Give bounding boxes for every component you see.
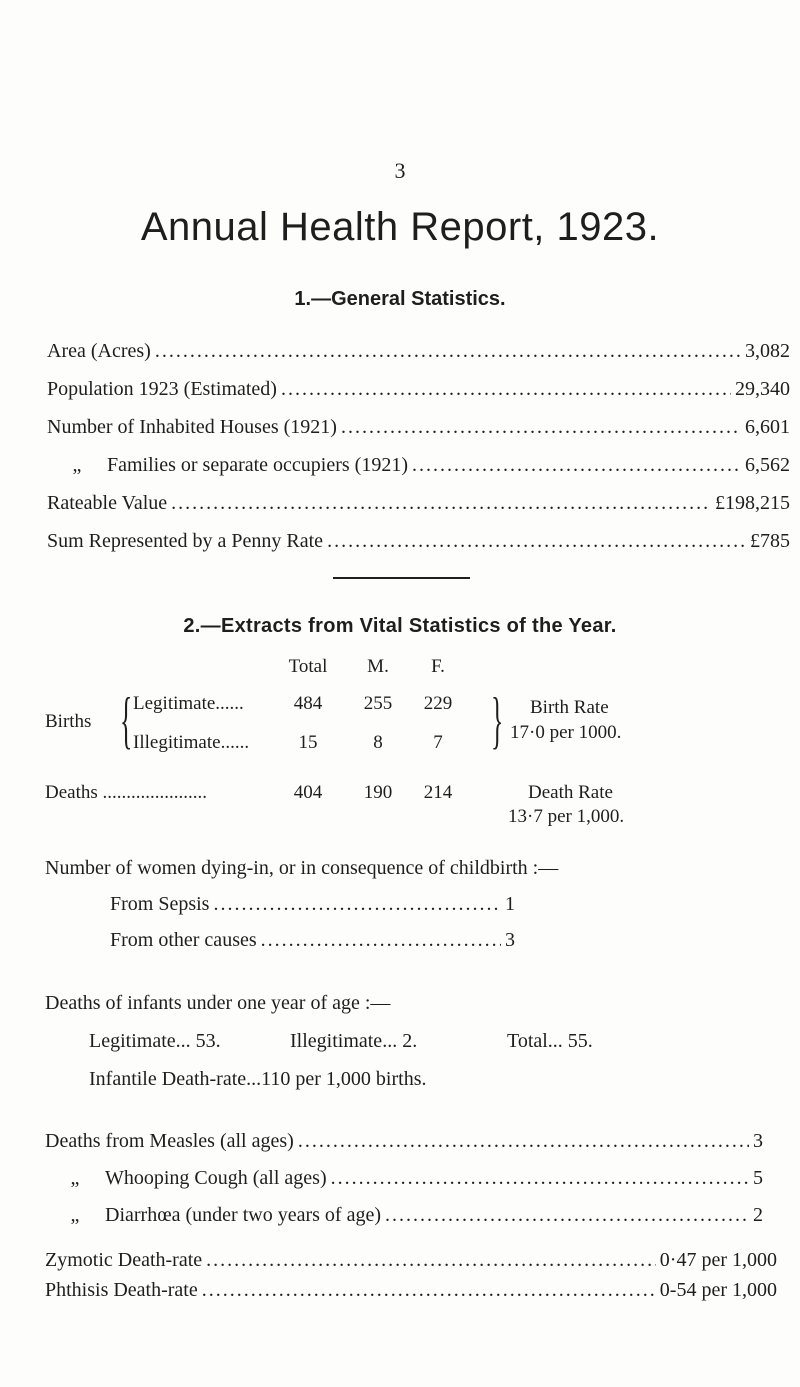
deaths-m: 190 [363,782,393,803]
deaths-label: Deaths ...................... [45,782,208,803]
row-houses [47,416,790,439]
row-area [47,340,790,363]
row-value: 3,082 [745,340,790,362]
illegitimate-f: 7 [433,732,443,753]
births-label: Births [45,711,92,732]
col-header-m: M. [367,656,389,677]
row-label: Phthisis Death-rate [45,1279,198,1301]
legitimate-f: 229 [423,693,453,714]
row-value: £785 [750,530,790,552]
row-value: 0-54 per 1,000 [659,1279,777,1301]
row-label: From Sepsis [110,893,210,915]
row-label: Zymotic Death-rate [45,1249,203,1271]
row-families [47,454,790,477]
row-label: Number of Inhabited Houses (1921) [47,416,337,438]
row-value: 3 [505,929,515,951]
infants-intro: Deaths of infants under one year of age :— [45,992,391,1014]
legitimate-label: Legitimate...... [133,693,244,714]
row-label: Rateable Value [47,492,168,514]
ditto-mark: „ [72,454,82,476]
row-value: 6,562 [745,454,790,476]
row-penny-rate [47,530,790,553]
legitimate-total: 484 [293,693,323,714]
infants-total: Total... 55. [507,1030,593,1052]
row-value: 5 [753,1167,763,1189]
ditto-mark: „ [70,1167,80,1189]
row-label: Sum Represented by a Penny Rate [47,530,324,552]
infants-illegitimate: Illegitimate... 2. [290,1030,418,1052]
row-label: Families or separate occupiers (1921) [107,454,409,476]
divider [333,577,470,579]
row-value: 0·47 per 1,000 [659,1249,777,1271]
row-label: Whooping Cough (all ages) [105,1167,327,1189]
row-value: 6,601 [745,416,790,438]
row-value: £198,215 [715,492,790,514]
deaths-total: 404 [293,782,323,803]
col-header-f: F. [431,656,445,677]
col-header-total: Total [288,656,328,677]
legitimate-m: 255 [363,693,393,714]
row-diarrhoea [45,1204,763,1227]
birth-rate-label: Birth Rate [530,697,609,718]
childbirth-intro: Number of women dying-in, or in consequence of childbirth :— [45,857,559,879]
row-measles [45,1130,763,1153]
row-label: Deaths from Measles (all ages) [45,1130,294,1152]
row-rateable-value [47,492,790,515]
row-label: From other causes [110,929,257,951]
row-zymotic [45,1249,777,1272]
illegitimate-total: 15 [298,732,318,753]
row-value: 1 [505,893,515,915]
death-rate-label: Death Rate [528,782,613,803]
deaths-f: 214 [423,782,453,803]
row-label: Area (Acres) [47,340,151,362]
row-population [47,378,790,401]
death-rate-value: 13·7 per 1,000. [508,806,625,827]
row-label: Population 1923 (Estimated) [47,378,277,400]
row-value: 29,340 [735,378,790,400]
infant-death-rate: Infantile Death-rate...110 per 1,000 births. [89,1068,427,1090]
row-whooping-cough [45,1167,763,1190]
row-other-causes [110,929,515,952]
left-brace: { [120,684,133,755]
right-brace: } [491,684,504,755]
page-title: Annual Health Report, 1923. [140,205,660,249]
row-label: Diarrhœa (under two years of age) [105,1204,381,1226]
infants-legitimate: Legitimate... 53. [89,1030,221,1052]
row-phthisis [45,1279,777,1302]
row-value: 3 [753,1130,763,1152]
birth-rate-value: 17·0 per 1000. [510,722,622,743]
row-sepsis [110,893,515,916]
general-statistics-heading: 1.—General Statistics. [294,288,506,310]
row-value: 2 [753,1204,763,1226]
ditto-mark: „ [70,1204,80,1226]
vital-statistics-heading: 2.—Extracts from Vital Statistics of the Year. [183,615,617,637]
illegitimate-label: Illegitimate...... [133,732,250,753]
illegitimate-m: 8 [373,732,383,753]
page-number: 3 [394,158,406,183]
